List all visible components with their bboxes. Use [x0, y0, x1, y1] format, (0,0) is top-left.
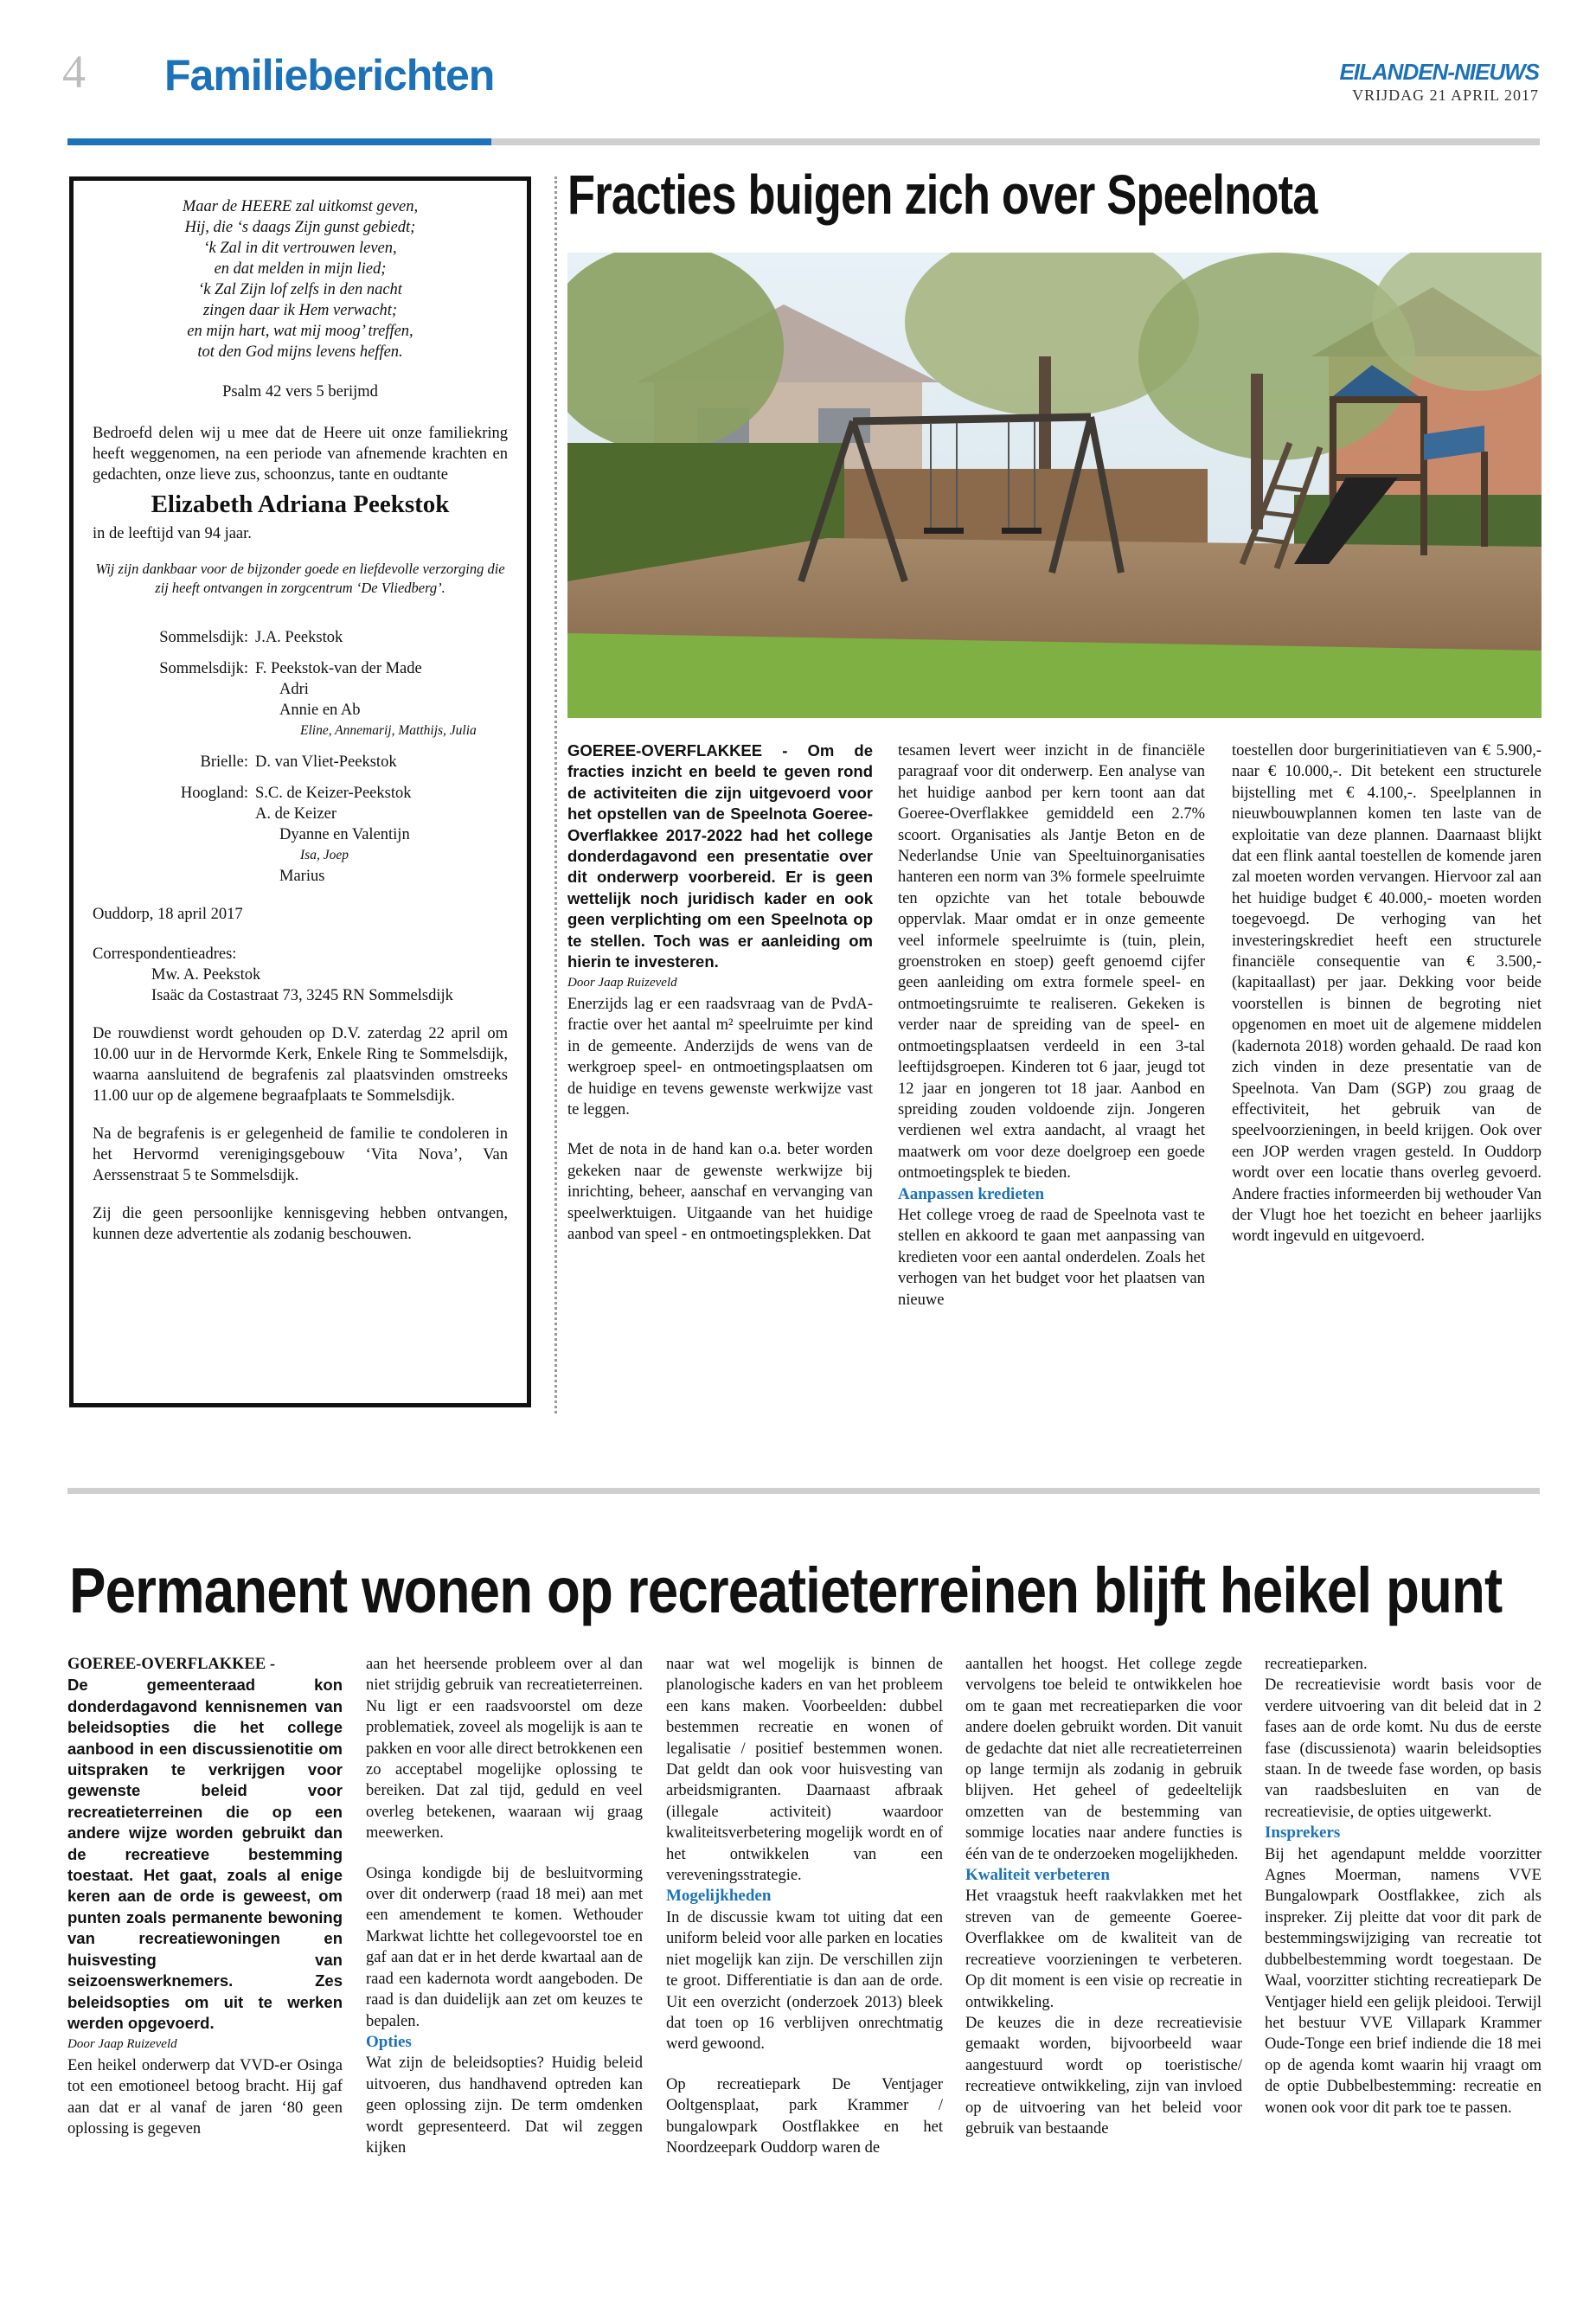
newspaper-logo: EILANDEN-NIEUWS — [1339, 59, 1539, 85]
article2-paragraph: Bij het agendapunt meldde voorzitter Agnes Moerman, namens VVE Bungalowpark Oostflakkee, zich als inspreker. Zij pleitte dat voor dit park de bestemmingswijziging van recreatie tot dubbelbestemming wordt toegestaan. De Waal, voorzitter stichting recreatiepark De Ventjager hield een gelijk pleidooi. Terwijl het bestuur VVE Villapark Krammer Oude-Tonge een brief indiende die 18 mei op de agenda komt waarin hij vraagt om de optie Dubbelbestemming: recreatie en wonen ook voor dit park toe te passen. — [1265, 1845, 1542, 2117]
article2-byline: Door Jaap Ruizeveld — [67, 2037, 177, 2052]
section-title: Familieberichten — [164, 51, 495, 99]
article2-col5 — [1265, 1654, 1542, 2118]
article1-col3 — [1232, 740, 1542, 1247]
article2-paragraph: Op recreatiepark De Ventjager Ooltgensplaat, park Krammer / bungalowpark Oostflakkee en het Noordzeepark Ouddorp waren de — [666, 2075, 943, 2157]
article1-lead: GOEREE-OVERFLAKKEE - Om de fracties inzicht en beeld te geven rond de activiteiten die zijn uitgevoerd voor het opstellen van de Speelnota Goeree-Overflakkee 2017-2022 had het college donderdagavond een presentatie over dit onderwerp voorbereid. Er is geen wettelijk noch juridisch kader en ook geen verplichting om een Speelnota op te stellen. Toch was er aanleiding om hierin te investeren. — [567, 741, 873, 971]
family-name: Adri — [279, 681, 309, 698]
article1-col2 — [898, 740, 1205, 1311]
header-rule — [491, 138, 1540, 145]
article-photo — [567, 253, 1542, 718]
obituary-intro: Bedroefd delen wij u mee dat de Heere uit onze familiekring heeft weggenomen, na een periode van afnemende krachten en gedachten, onze lieve zus, schoonzus, tante en oudtante — [93, 425, 508, 484]
column-divider — [554, 176, 557, 1413]
deceased-name: Elizabeth Adriana Peekstok — [151, 490, 450, 518]
article1-paragraph: Met de nota in de hand kan o.a. beter worden gekeken naar de gewenste werkwijze bij inrichting, beheer, aanschaf en vervanging van speelwerktuigen. Uitgaande van het huidige aanbod van speel - en ontmoetingsplekken. Dat — [567, 1141, 873, 1243]
article2-col4 — [965, 1654, 1242, 2139]
article2-subheading: Kwaliteit verbeteren — [965, 1866, 1110, 1885]
article-separator — [67, 1488, 1540, 1494]
family-name: A. de Keizer — [255, 805, 337, 823]
article1-subheading: Aanpassen kredieten — [898, 1184, 1045, 1203]
article2-paragraph: Osinga kondigde bij de besluitvorming over dit onderwerp (raad 18 mei) aan met een amendement te komen. Wethouder Markwat lichtte het collegevoorstel toe en gaf aan dat er in het derde kwartaal aan de raad een kadernota wordt aangeboden. De raad is dan duidelijk aan zet om keuzes te bepalen. — [366, 1864, 643, 2030]
condolence-info: Na de begrafenis is er gelegenheid de familie te condoleren in het Hervormd verenigingsgebouw ‘Vita Nova’, Van Aerssenstraat 5 te Sommelsdijk. — [93, 1125, 508, 1184]
article1-paragraph: tesamen levert weer inzicht in de financiële paragraaf voor dit onderwerp. Een analyse van het huidige aanbod per kern toont aan dat Goeree-Overflakkee gemiddeld een 2.7% scoort. Organisaties als Jantje Beton en de Nederlandse Unie van Speeltuinorganisaties hanteren een norm van 3% formele speelruimte ten opzichte van het totale bebouwde oppervlak. Maar omdat er in onze gemeente veel informele speelruimte is (tuin, plein, groenstroken en stoep) geeft genoemd cijfer geen aanleiding om extra formele speel- en ontmoetingsruimte te realiseren. Gekeken is verder naar de spreiding van de speel- en ontmoetingsplaatsen verdeeld in een 3-tal leeftijdsgroepen. Kinderen tot 6 jaar, jeugd tot 12 jaar en jongeren tot 18 jaar. Aanbod en spreiding zouden voldoende zijn. Jongeren verdienen wel extra aandacht, al vraagt het maatwerk om voor deze doelgroep een goede ontmoetingsplek te bieden. — [898, 742, 1205, 1183]
section-rule — [67, 138, 491, 145]
article2-paragraph: aantallen het hoogst. Het college zegde vervolgens toe beleid te ontwikkelen hoe om te gaan met recreatieparken die voor andere doelen gebruikt worden. Dit vanuit de gedachte dat niet alle recreatieterreinen op lange termijn als zodanig in gebruik blijven. Het geheel of gedeeltelijk omzetten van de bestemming van sommige locaties naar andere functies is één van de te onderzoeken mogelijkheden. — [965, 1656, 1242, 1863]
article2-paragraph: Wat zijn de beleidsopties? Huidig beleid uitvoeren, dus handhavend optreden kan geen oplossing zijn. De term omdenken wordt gepresenteerd. Dat wil zeggen kijken — [366, 2054, 643, 2157]
playground-photo — [567, 253, 1542, 718]
family-location: Sommelsdijk: — [159, 660, 248, 677]
article1-paragraph: Het college vroeg de raad de Speelnota vast te stellen en akkoord te gaan met aanpassing van kredieten voor een aantal onderdelen. Zoals het verhogen van het budget voor het plaatsen van nieuwe — [898, 1206, 1205, 1309]
family-list — [93, 627, 508, 887]
article2-paragraph: Een heikel onderwerp dat VVD-er Osinga tot een emotioneel betoog bracht. Hij gaf aan dat er al vanaf de jaren ‘80 geen oplossing is gegeven — [67, 2056, 343, 2138]
family-name: D. van Vliet-Peekstok — [255, 753, 397, 771]
obituary-psalm: Psalm 42 vers 5 berijmd — [222, 383, 378, 401]
family-name: S.C. de Keizer-Peekstok — [255, 785, 412, 802]
article2-paragraph: Het vraagstuk heeft raakvlakken met het streven van de gemeente Goeree-Overflakkee om de kwaliteit van de recreatieve voorzieningen te verbeteren. Op dit moment is een visie op recreatie in ontwikkeling. — [965, 1888, 1242, 2011]
obituary-age: in de leeftijd van 94 jaar. — [93, 525, 252, 542]
family-name: Dyanne en Valentijn — [279, 826, 410, 843]
article2-paragraph: recreatieparken. — [1265, 1656, 1368, 1673]
article2-paragraph: naar wat wel mogelijk is binnen de planologische kaders en van het probleem een kans maken. Voorbeelden: dubbel bestemmen recreatie en wonen of legalisatie / positief bestemmen wonen. Dat geldt dan ook voor huisvesting van arbeidsmigranten. Daarnaast afbraak (illegale activiteit) waardoor kwaliteitsverbetering mogelijk wordt en of het ontwikkelen van een vereveningsstrategie. — [666, 1656, 943, 1885]
obituary-notice — [69, 176, 531, 1407]
article2-col1 — [67, 1654, 343, 2139]
article2-paragraph: De recreatievisie wordt basis voor de verdere uitvoering van dit beleid dat in 2 fases aan de orde komt. Nu dus de eerste fase (discussienota) waarin beleidsopties staan. In de tweede fase worden, op basis van raadsbesluiten en van de recreatievisie, de opties uitgewerkt. — [1265, 1676, 1542, 1821]
family-grandchildren: Isa, Joep — [300, 848, 349, 862]
page-number: 4 — [62, 46, 86, 98]
article2-lead: De gemeenteraad kon donderdagavond kennisnemen van beleidsopties die het college aanbood in een discussienotitie om uitspraken te verkrijgen voor gewenste beleid voor recreatieterreinen die op een andere wijze worden gebruikt dan de recreatieve bestemming toestaat. Het gaat, zoals al enige keren aan de orde is geweest, om punten zoals permanente bewoning van recreatiewoningen en huisvesting van seizoenswerknemers. Zes beleidsopties om uit te werken werden opgevoerd. — [67, 1676, 343, 2032]
family-grandchildren: Eline, Annemarij, Matthijs, Julia — [300, 723, 477, 738]
issue-date: VRIJDAG 21 APRIL 2017 — [1352, 87, 1539, 104]
article1-paragraph: Enerzijds lag er een raadsvraag van de PvdA-fractie over het aantal m² speelruimte per kind in de gemeente. Anderzijds de wens van de werkgroep speel- en ontmoetingsplaatsen om de huidige en tevens gewenste werkwijze vast te leggen. — [567, 995, 873, 1118]
family-location: Hoogland: — [180, 785, 248, 802]
article2-subheading: Mogelijkheden — [666, 1887, 772, 1906]
family-name: J.A. Peekstok — [255, 629, 343, 646]
obituary-thanks: Wij zijn dankbaar voor de bijzonder goede en liefdevolle verzorging die zij heeft ontvangen in zorgcentrum ‘De Vliedberg’. — [95, 561, 505, 596]
article2-dateline: GOEREE-OVERFLAKKEE - — [67, 1656, 276, 1673]
article1-byline: Door Jaap Ruizeveld — [567, 976, 677, 990]
article2-col3 — [666, 1654, 943, 2158]
article2-paragraph: De keuzes die in deze recreatievisie gemaakt worden, bijvoorbeeld waar aangestuurd wordt op toeristische/ recreatieve ontwikkeling, zijn van invloed op de uitvoering van het beleid voor gebruik van bestaande — [965, 2014, 1242, 2138]
correspondence-address: Isaäc da Costastraat 73, 3245 RN Sommelsdijk — [151, 987, 453, 1004]
article2-subheading: Opties — [366, 2032, 412, 2051]
correspondence-name: Mw. A. Peekstok — [151, 966, 261, 984]
family-location: Sommelsdijk: — [159, 629, 248, 646]
article2-paragraph: aan het heersende probleem over al dan niet strijdig gebruik van recreatieterreinen. Nu ligt er een raadsvoorstel om deze problematiek, zoveel als mogelijk is aan te pakken en voor alle direct betrokkenen een zo acceptabel mogelijke oplossing te bereiken. Dat zal tijd, geduld en veel overleg betekenen, waaraan wij graag meewerken. — [366, 1656, 643, 1843]
obituary-poem: Maar de HEERE zal uitkomst geven, Hij, die ‘s daags Zijn gunst gebiedt; ‘k Zal in dit vertrouwen leven, en dat melden in mijn lied; ‘k Zal Zijn lof zelfs in den nacht zingen daar ik Hem verwacht; en mijn hart, wat mij moog’ treffen, tot den God mijns levens heffen. — [182, 198, 419, 361]
article-headline: Permanent wonen op recreatieterreinen blijft heikel punt — [69, 1554, 1503, 1626]
family-name: Annie en Ab — [279, 702, 361, 719]
place-date: Ouddorp, 18 april 2017 — [93, 906, 243, 923]
article2-subheading: Insprekers — [1265, 1823, 1341, 1843]
family-name: Marius — [279, 868, 325, 885]
family-name: F. Peekstok-van der Made — [255, 660, 422, 677]
funeral-service: De rouwdienst wordt gehouden op D.V. zaterdag 22 april om 10.00 uur in de Hervormde Kerk, Enkele Ring te Sommelsdijk, waarna aansluitend de begrafenis zal plaatsvinden omstreeks 11.00 uur op de algemene begraafplaats te Sommelsdijk. — [93, 1025, 508, 1105]
article1-col1 — [567, 740, 873, 1245]
notice-text: Zij die geen persoonlijke kennisgeving hebben ontvangen, kunnen deze advertentie als zodanig beschouwen. — [93, 1205, 508, 1243]
article2-col2 — [366, 1654, 643, 2158]
article1-paragraph: toestellen door burgerinitiatieven van € 5.900,- naar € 10.000,-. Dit betekent een structurele bijstelling met € 4.100,-. Speelplannen in nieuwbouwplannen komen ten laste van de exploitatie van deze plannen. Daarnaast blijkt dat een flink aantal toestellen de komende jaren zal moeten worden vervangen. Hiervoor zal aan het huidige budget € 40.000,- moeten worden toegevoegd. De verhoging van het investeringskrediet heeft een structurele financiële consequentie van € 3.500,- (kapitaallast) per jaar. Dekking voor beide voorstellen is binnen de begroting niet opgenomen en moet uit de algemene middelen (kadernota 2018) worden gehaald. De raad kon zich vinden in deze presentatie van de Speelnota. Van Dam (SGP) zou graag de effectiviteit, het gebruik van de speelvoorzieningen, in beeld krijgen. Ook over een JOP werden vragen gesteld. In Ouddorp wordt over een locatie thans overleg gevoerd. Andere fracties informeerden bij wethouder Van der Vlugt hoe het toezicht en beheer jaarlijks wordt ingevuld en uitgevoerd. — [1232, 742, 1542, 1246]
article-headline: Fracties buigen zich over Speelnota — [567, 163, 1317, 226]
article2-paragraph: In de discussie kwam tot uiting dat een uniform beleid voor alle parken en locaties niet mogelijk kan zijn. De verschillen zijn te groot. Differentiatie is dan aan de orde. Uit een overzicht (onderzoek 2013) bleek dat toen op 16 verblijven onrechtmatig werd gewoond. — [666, 1908, 943, 2054]
family-location: Brielle: — [200, 753, 248, 771]
correspondence-label: Correspondentieadres: — [93, 945, 237, 963]
